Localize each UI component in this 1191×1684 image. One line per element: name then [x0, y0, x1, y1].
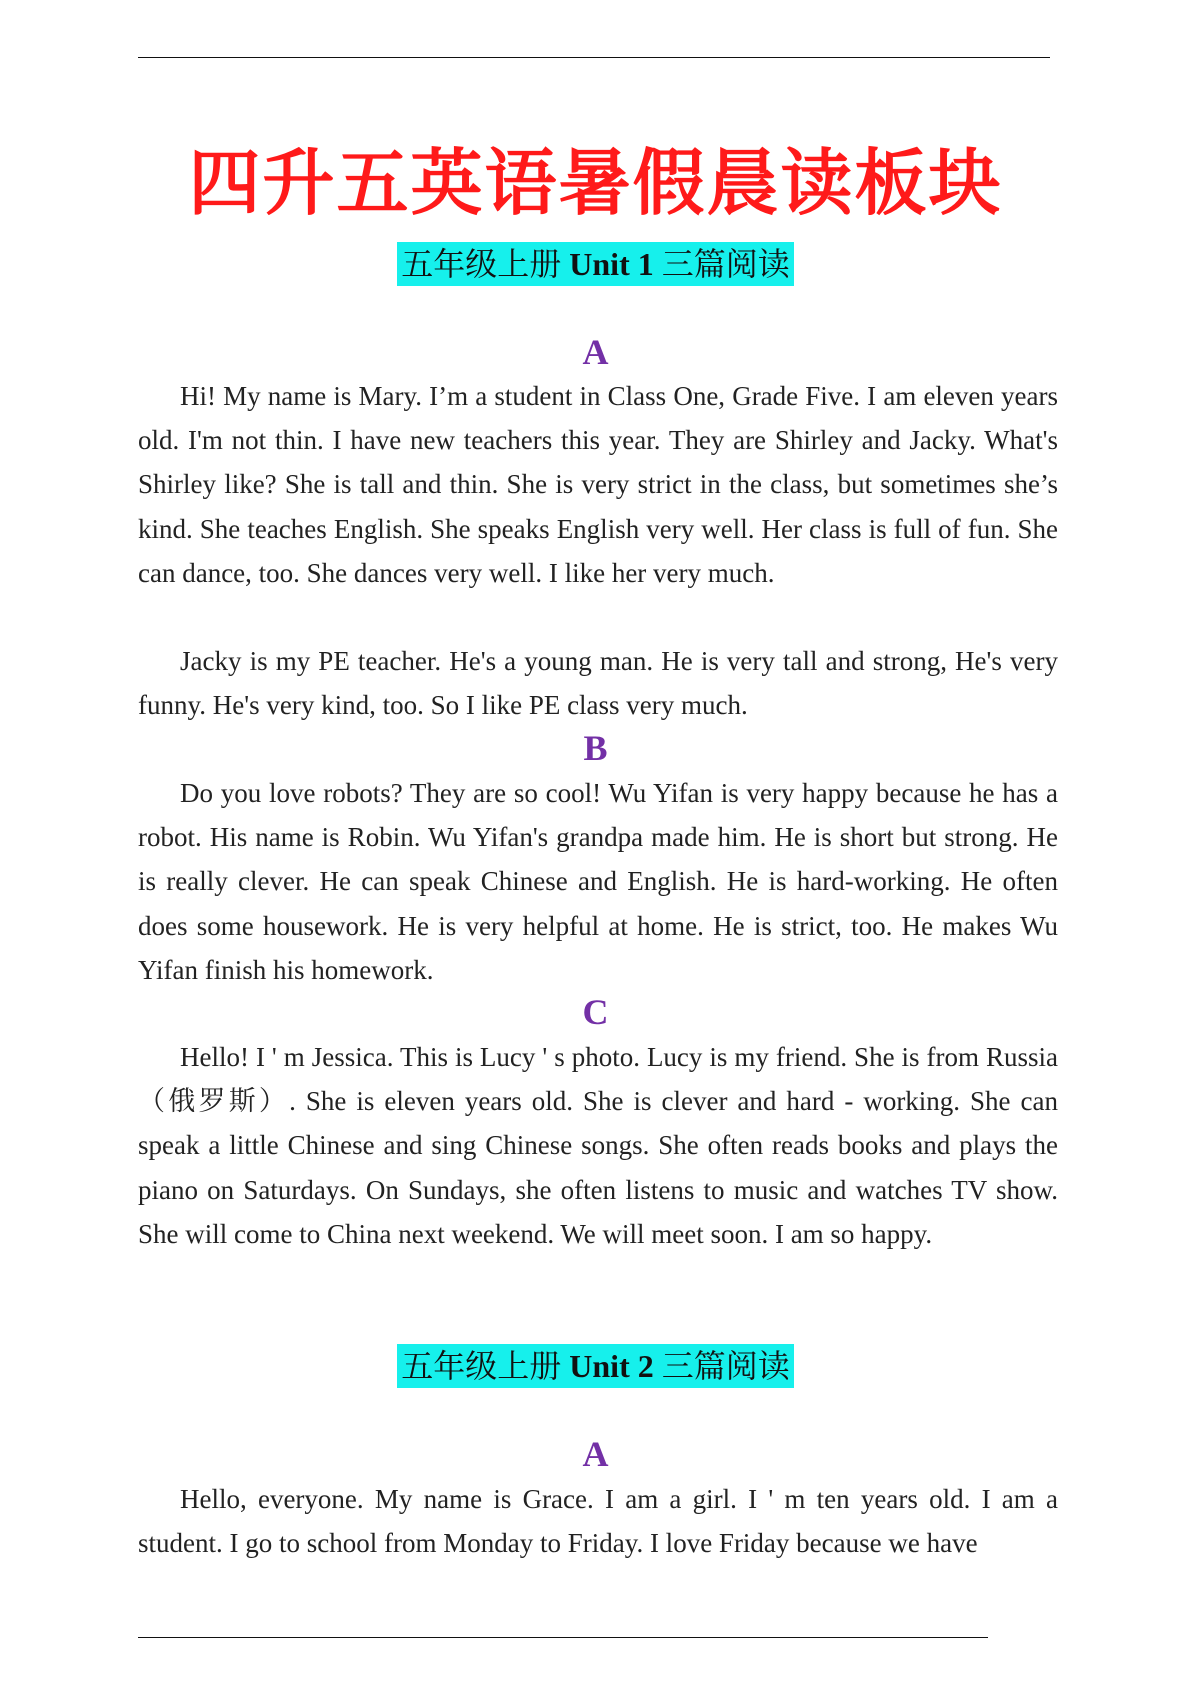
unit1-a-paragraph-1: Hi! My name is Mary. I’m a student in Class One, Grade Five. I am eleven years old. I'm not thin. I have new teachers this year. They are Shirley and Jacky. What's Shirley like? She is tall and thin. She is very strict in the class, but sometimes she’s kind. She teaches English. She speaks English very well. Her class is full of fun. She can dance, too. She dances very well. I like her very much.	[138, 381, 1058, 588]
unit1-section-c-label: C	[582, 992, 609, 1032]
unit1-a-paragraph-2: Jacky is my PE teacher. He's a young man. He is very tall and strong, He's very funny. He's very kind, too. So I like PE class very much.	[138, 646, 1058, 721]
unit2-heading-cn1: 五年级上册	[401, 1348, 570, 1384]
unit1-section-b-label: B	[583, 728, 608, 768]
unit2-section-a-label: A	[582, 1434, 609, 1474]
unit1-heading	[397, 242, 793, 286]
unit1-heading-unit: Unit 1	[569, 246, 654, 282]
unit2-heading-wrap	[0, 1344, 1191, 1388]
unit1-c-paragraph-1: Hello! I ' m Jessica. This is Lucy ' s photo. Lucy is my friend. She is from Russia（俄罗斯）. She is eleven years old. She is clever and hard - working. She can speak a little Chinese and sing Chinese songs. She often reads books and plays the piano on Saturdays. On Sundays, she often listens to music and watches TV show. She will come to China next weekend. We will meet soon. I am so happy.	[138, 1042, 1058, 1249]
unit2-a-paragraph-1: Hello, everyone. My name is Grace. I am a girl. I ' m ten years old. I am a student. I go to school from Monday to Friday. I love Friday because we have	[138, 1484, 1058, 1559]
unit2-heading-cn2: 三篇阅读	[653, 1348, 790, 1384]
unit1-b-paragraph-1: Do you love robots? They are so cool! Wu Yifan is very happy because he has a robot. His name is Robin. Wu Yifan's grandpa made him. He is short but strong. He is really clever. He can speak Chinese and English. He is hard-working. He often does some housework. He is very helpful at home. He is strict, too. He makes Wu Yifan finish his homework.	[138, 778, 1058, 985]
header-rule	[138, 57, 1050, 58]
unit1-heading-cn1: 五年级上册	[401, 246, 570, 282]
footer-rule	[138, 1637, 988, 1638]
page-title: 四升五英语暑假晨读板块	[188, 141, 1003, 225]
unit2-heading-unit: Unit 2	[569, 1348, 654, 1384]
unit1-heading-wrap	[0, 242, 1191, 286]
unit2-heading	[397, 1344, 793, 1388]
unit1-heading-cn2: 三篇阅读	[653, 246, 790, 282]
unit1-section-a-label: A	[582, 332, 609, 372]
